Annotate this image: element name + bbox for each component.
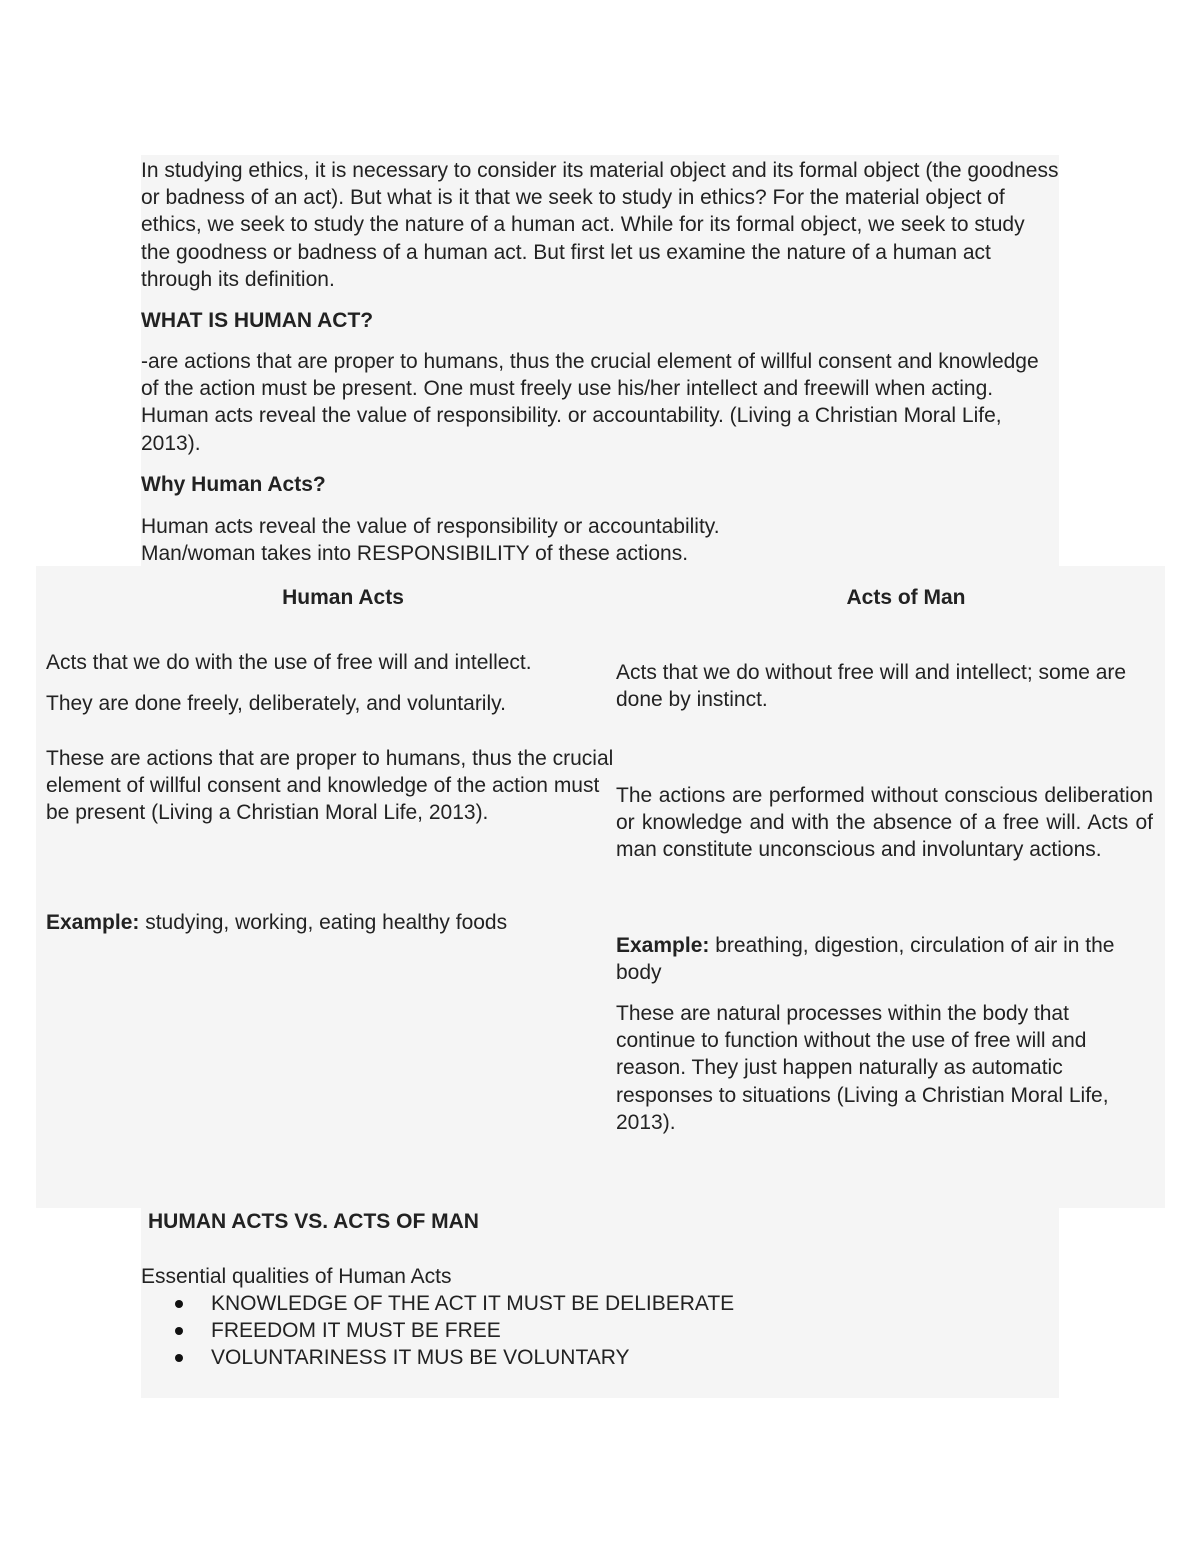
- list-item: [141, 1344, 1041, 1371]
- bullet-icon: [175, 1300, 183, 1308]
- acts-of-man-definition: Acts that we do without free will and intellect; some are done by instinct.: [616, 661, 1127, 712]
- example-text: studying, working, eating healthy foods: [139, 911, 508, 934]
- what-is-human-act-heading: WHAT IS HUMAN ACT?: [141, 309, 374, 332]
- acts-of-man-natural-processes: These are natural processes within the body that continue to function without the use of free will and reason. They just happen naturally as automatic responses to situations (Living a Christian Moral Life, 2013).: [616, 1002, 1109, 1134]
- list-item-text: FREEDOM IT MUST BE FREE: [211, 1319, 501, 1343]
- bullet-icon: [175, 1327, 183, 1335]
- essential-qualities-label: Essential qualities of Human Acts: [141, 1265, 452, 1288]
- human-acts-characteristics: They are done freely, deliberately, and voluntarily.: [46, 692, 506, 715]
- why-line-1: Human acts reveal the value of responsibility or accountability.: [141, 515, 720, 538]
- list-item: [141, 1290, 1041, 1317]
- why-line-2: Man/woman takes into RESPONSIBILITY of these actions.: [141, 542, 689, 566]
- bullet-icon: [175, 1354, 183, 1362]
- why-human-acts-body: [141, 513, 1059, 567]
- intro-paragraph: In studying ethics, it is necessary to consider its material object and its formal object (the goodness or badness of an act). But what is it that we seek to study in ethics? For the material object of ethics, we seek to study the nature of a human act. While for its formal object, we seek to study the goodness or badness of a human act. But first let us examine the nature of a human act through its definition.: [141, 159, 1059, 291]
- example-label: Example:: [46, 911, 140, 934]
- essential-qualities-list: [141, 1290, 1041, 1372]
- human-acts-explanation: These are actions that are proper to humans, thus the crucial element of willful consent and knowledge of the action must be present (Living a Christian Moral Life, 2013).: [46, 747, 614, 825]
- what-is-human-act-body: -are actions that are proper to humans, thus the crucial element of willful consent and knowledge of the action must be present. One must freely use his/her intellect and freewill when acting. Human acts reveal the value of responsibility. or accountability. (Living a Christian Moral Life, 2013).: [141, 350, 1039, 455]
- list-item-text: VOLUNTARINESS IT MUS BE VOLUNTARY: [211, 1346, 630, 1370]
- acts-of-man-explanation: The actions are performed without conscious deliberation or knowledge and with the absence of a free will. Acts of man constitute unconscious and involuntary actions.: [616, 784, 1153, 862]
- human-acts-example: [46, 909, 616, 936]
- human-acts-column-heading: Human Acts: [282, 586, 404, 609]
- list-item: [141, 1317, 1041, 1344]
- human-acts-vs-acts-of-man-heading: HUMAN ACTS VS. ACTS OF MAN: [148, 1210, 479, 1233]
- acts-of-man-column-heading: Acts of Man: [846, 586, 966, 609]
- human-acts-definition: Acts that we do with the use of free will and intellect.: [46, 651, 532, 674]
- example-text: breathing, digestion, circulation of air in the body: [616, 934, 1115, 985]
- example-label: Example:: [616, 934, 710, 957]
- acts-of-man-example: [616, 932, 1153, 986]
- list-item-text: KNOWLEDGE OF THE ACT IT MUST BE DELIBERATE: [211, 1292, 735, 1315]
- why-human-acts-heading: Why Human Acts?: [141, 473, 326, 496]
